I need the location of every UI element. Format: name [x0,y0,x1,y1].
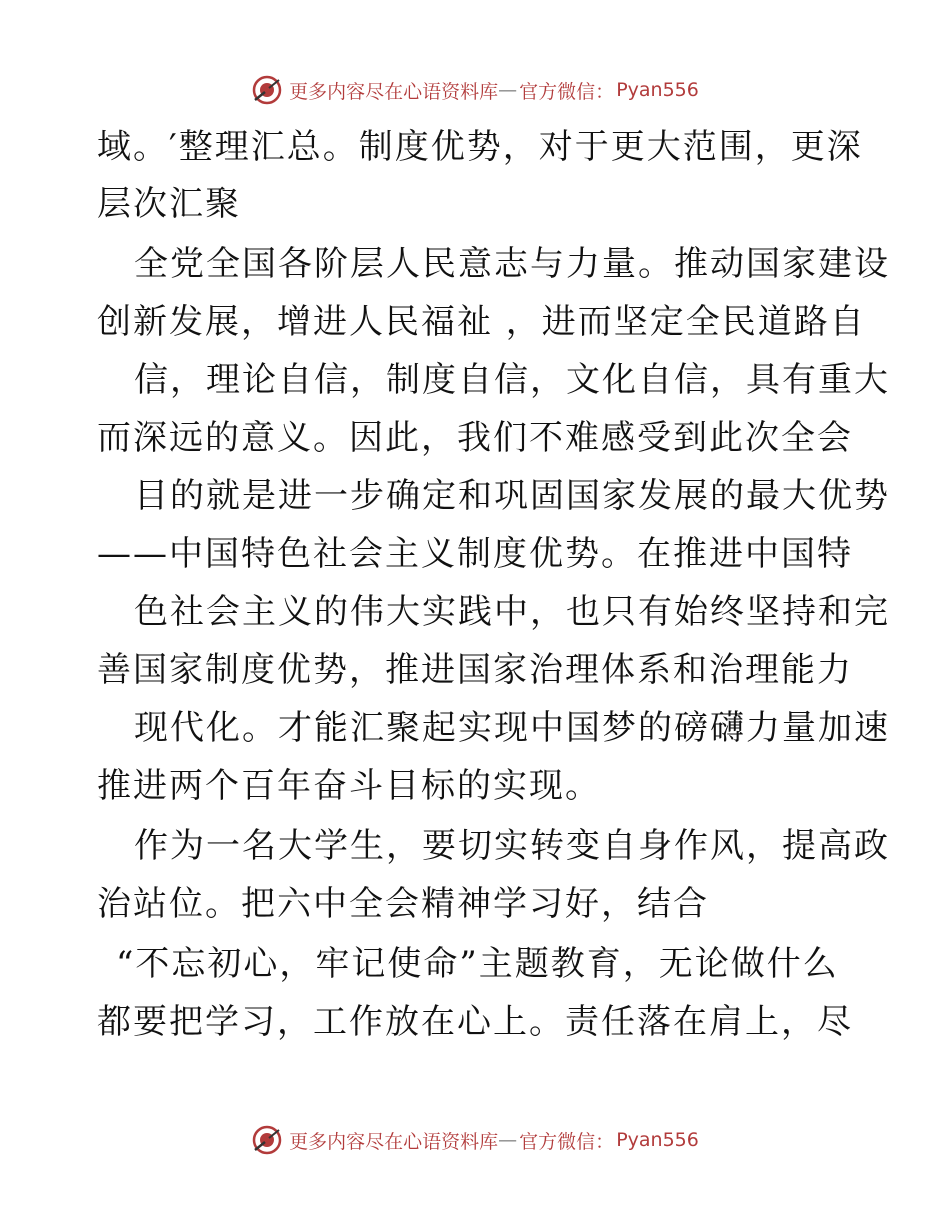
banner-wechat-label: 官方微信： [519,80,615,103]
text-line: 信，理论自信，制度自信，文化自信，具有重大 [134,360,890,400]
text-line: 作为一名大学生，要切实转变自身作风，提高政 [134,826,890,866]
banner-separator: — [498,79,518,101]
text-line: 目的就是进一步确定和巩固国家发展的最大优势 [134,476,890,516]
banner-wechat-id: Pyan556 [616,79,699,101]
text-line: 层次汇聚 [97,184,241,224]
text-line: 治站位。把六中全会精神学习好，结合 [97,884,709,924]
banner-wechat-id: Pyan556 [616,1129,699,1151]
banner-wechat-label: 官方微信： [519,1130,615,1153]
text-line: 推进两个百年奋斗目标的实现。 [97,766,601,806]
footer-watermark-banner [0,1120,950,1160]
text-line: 创新发展，增进人民福祉 ，进而坚定全民道路自 [97,302,866,342]
banner-separator: — [498,1129,518,1151]
text-line: 域。′整理汇总。制度优势，对于更大范围，更深 [97,127,863,167]
text-line: 现代化。才能汇聚起实现中国梦的磅礴力量加速 [134,708,890,748]
text-line: 都要把学习，工作放在心上。责任落在肩上，尽 [97,1002,853,1042]
text-line: 善国家制度优势，推进国家治理体系和治理能力 [97,650,853,690]
text-line: 全党全国各阶层人民意志与力量。推动国家建设 [134,244,890,284]
text-line: 色社会主义的伟大实践中，也只有始终坚持和完 [134,592,890,632]
banner-main-text: 更多内容尽在心语资料库 [289,1130,499,1153]
banner-main-text: 更多内容尽在心语资料库 [289,80,499,103]
library-logo-icon [251,1124,283,1156]
text-line: ——中国特色社会主义制度优势。在推进中国特 [97,534,853,574]
text-line: “不忘初心，牢记使命”主题教育，无论做什么 [116,944,839,984]
text-line: 而深远的意义。因此，我们不难感受到此次全会 [97,418,853,458]
